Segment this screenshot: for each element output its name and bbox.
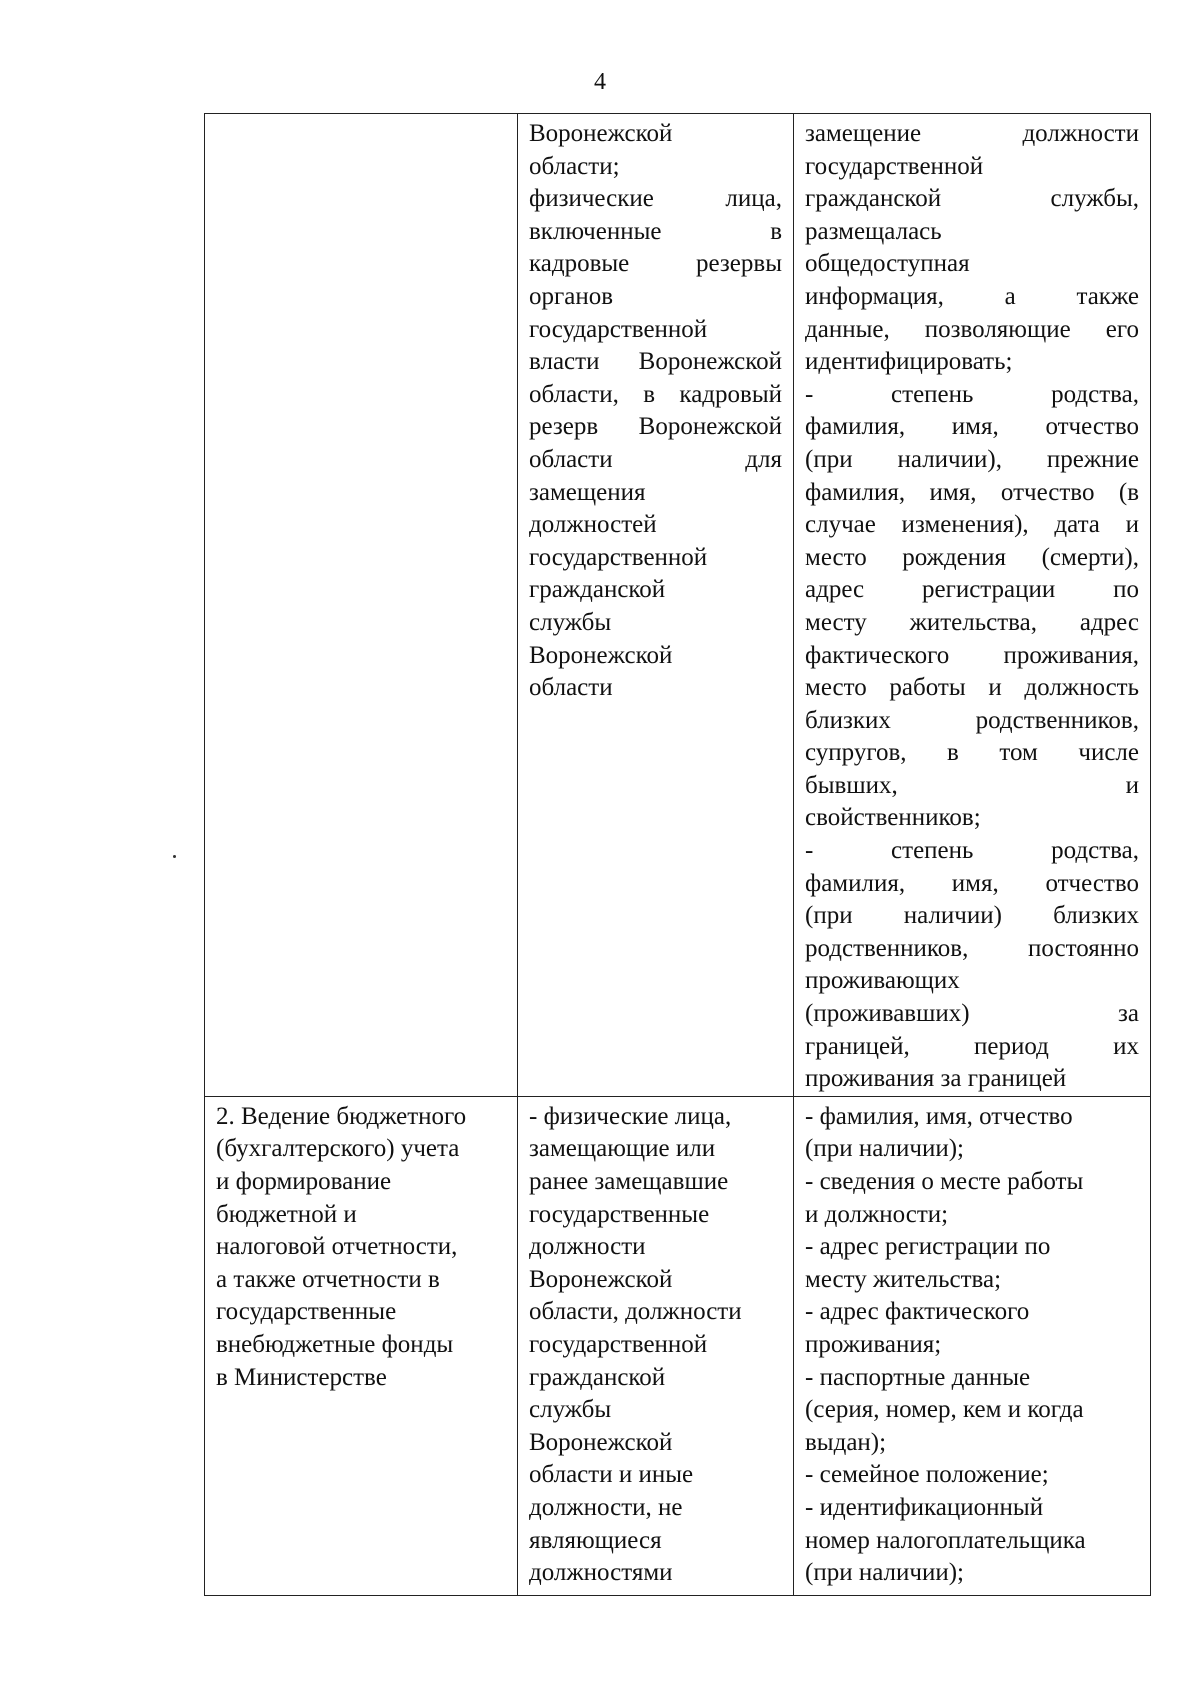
cell-text-line: - степень родства, bbox=[805, 837, 1139, 865]
cell-text-line: (при наличии); bbox=[805, 1135, 964, 1163]
cell-data-categories bbox=[794, 114, 1151, 1097]
cell-text-line: органов bbox=[529, 282, 614, 310]
cell-text-line: адрес регистрации по bbox=[805, 576, 1139, 604]
cell-text-line: а также отчетности в bbox=[216, 1265, 440, 1293]
cell-text-line: - идентификационный bbox=[805, 1493, 1044, 1521]
cell-text-line: области; bbox=[529, 152, 620, 180]
cell-text-line: идентифицировать; bbox=[805, 348, 1013, 376]
cell-text-line: - адрес регистрации по bbox=[805, 1233, 1051, 1261]
cell-text-line: проживания за границей bbox=[805, 1065, 1067, 1093]
page-number: 4 bbox=[594, 69, 606, 95]
cell-data-categories bbox=[794, 1096, 1151, 1595]
cell-text-line: Воронежской bbox=[529, 120, 673, 147]
cell-text-line: бюджетной и bbox=[216, 1200, 357, 1228]
cell-text-line: кадровые резервы bbox=[529, 250, 782, 278]
cell-text-line: фактического проживания, bbox=[805, 641, 1139, 669]
cell-text-line: замещения bbox=[529, 478, 646, 506]
table-row bbox=[205, 1096, 1151, 1595]
data-table bbox=[204, 113, 1151, 1596]
cell-text-line: проживания; bbox=[805, 1330, 942, 1358]
cell-text-line: близких родственников, bbox=[805, 706, 1139, 734]
cell-text-line: области, должности bbox=[529, 1298, 742, 1326]
cell-text-line: 2. Ведение бюджетного bbox=[216, 1102, 467, 1130]
cell-text-line: включенные в bbox=[529, 217, 782, 245]
cell-text-line: должности bbox=[529, 1233, 646, 1261]
cell-text-line: должностей bbox=[529, 511, 657, 539]
cell-text-line: размещалась bbox=[805, 217, 942, 245]
cell-text-line: службы bbox=[529, 608, 612, 636]
cell-text-line: фамилия, имя, отчество bbox=[805, 413, 1139, 441]
cell-text-line: (при наличии) близких bbox=[805, 902, 1139, 930]
cell-text-line: должностями bbox=[529, 1559, 673, 1587]
cell-text-line: (при наличии); bbox=[805, 1559, 964, 1587]
cell-text-line: случае изменения), дата и bbox=[805, 511, 1139, 539]
cell-text-line: резерв Воронежской bbox=[529, 413, 782, 441]
cell-text-line: государственной bbox=[529, 1330, 708, 1358]
cell-purpose bbox=[205, 114, 518, 1097]
cell-text-line: государственные bbox=[216, 1298, 397, 1326]
cell-text-line: супругов, в том числе bbox=[805, 739, 1139, 767]
cell-text-line: - степень родства, bbox=[805, 380, 1139, 408]
cell-text-line: должности, не bbox=[529, 1493, 683, 1521]
cell-text-line: месту жительства; bbox=[805, 1265, 1002, 1293]
cell-text-line: ранее замещавшие bbox=[529, 1168, 729, 1195]
cell-subjects bbox=[518, 1096, 794, 1595]
cell-text-line: бывших, и bbox=[805, 771, 1139, 799]
cell-text-line: внебюджетные фонды bbox=[216, 1330, 454, 1358]
cell-text-line: области, в кадровый bbox=[529, 380, 782, 408]
cell-text-line: в Министерстве bbox=[216, 1363, 387, 1391]
cell-text-line: являющиеся bbox=[529, 1526, 662, 1554]
cell-text-line: области для bbox=[529, 445, 782, 473]
cell-text-line: выдан); bbox=[805, 1428, 887, 1456]
stray-mark bbox=[173, 855, 176, 858]
cell-text-line: - семейное положение; bbox=[805, 1461, 1049, 1489]
cell-text-line: проживающих bbox=[805, 967, 960, 995]
cell-text-line: (серия, номер, кем и когда bbox=[805, 1396, 1084, 1424]
table-row bbox=[205, 114, 1151, 1097]
cell-text-line: государственные bbox=[529, 1200, 710, 1228]
cell-text-line: родственников, постоянно bbox=[805, 934, 1139, 962]
cell-text-line: - сведения о месте работы bbox=[805, 1168, 1084, 1195]
cell-text-line: - фамилия, имя, отчество bbox=[805, 1102, 1073, 1130]
cell-text-line: области и иные bbox=[529, 1461, 694, 1489]
cell-text-line: гражданской службы, bbox=[805, 185, 1139, 213]
cell-text-line: Воронежской bbox=[529, 1265, 673, 1293]
cell-text-line: физические лица, bbox=[529, 185, 782, 213]
cell-text-line: гражданской bbox=[529, 1363, 666, 1391]
cell-text-line: государственной bbox=[529, 543, 708, 571]
cell-text-line: власти Воронежской bbox=[529, 348, 782, 376]
cell-text-line: области bbox=[529, 674, 613, 702]
cell-text-line: фамилия, имя, отчество (в bbox=[805, 478, 1139, 506]
cell-text-line: фамилия, имя, отчество bbox=[805, 869, 1139, 897]
cell-text-line: государственной bbox=[805, 152, 984, 180]
cell-text-line: и должности; bbox=[805, 1200, 949, 1228]
cell-text-line: государственной bbox=[529, 315, 708, 343]
cell-text-line: свойственников; bbox=[805, 804, 981, 832]
cell-text-line: (бухгалтерского) учета bbox=[216, 1135, 460, 1163]
cell-text-line: общедоступная bbox=[805, 250, 970, 278]
cell-text-line: (при наличии), прежние bbox=[805, 445, 1139, 473]
cell-text-line: и формирование bbox=[216, 1168, 392, 1195]
cell-text-line: месту жительства, адрес bbox=[805, 608, 1139, 636]
cell-text-line: замещающие или bbox=[529, 1135, 716, 1163]
cell-text-line: Воронежской bbox=[529, 1428, 673, 1456]
cell-text-line: место работы и должность bbox=[805, 674, 1139, 702]
cell-subjects bbox=[518, 114, 794, 1097]
cell-text-line: (проживавших) за bbox=[805, 1000, 1139, 1028]
cell-text-line: номер налогоплательщика bbox=[805, 1526, 1086, 1554]
cell-text-line: налоговой отчетности, bbox=[216, 1233, 458, 1261]
cell-text-line: замещение должности bbox=[805, 120, 1139, 147]
cell-purpose bbox=[205, 1096, 518, 1595]
cell-text-line: границей, период их bbox=[805, 1032, 1139, 1060]
cell-text-line: - адрес фактического bbox=[805, 1298, 1030, 1326]
cell-text-line: - физические лица, bbox=[529, 1102, 732, 1130]
cell-text-line: данные, позволяющие его bbox=[805, 315, 1139, 343]
cell-text-line: Воронежской bbox=[529, 641, 673, 669]
cell-text-line: службы bbox=[529, 1396, 612, 1424]
cell-text-line: информация, а также bbox=[805, 282, 1139, 310]
cell-text-line: гражданской bbox=[529, 576, 666, 604]
cell-text-line: - паспортные данные bbox=[805, 1363, 1031, 1391]
cell-text-line: место рождения (смерти), bbox=[805, 543, 1139, 571]
